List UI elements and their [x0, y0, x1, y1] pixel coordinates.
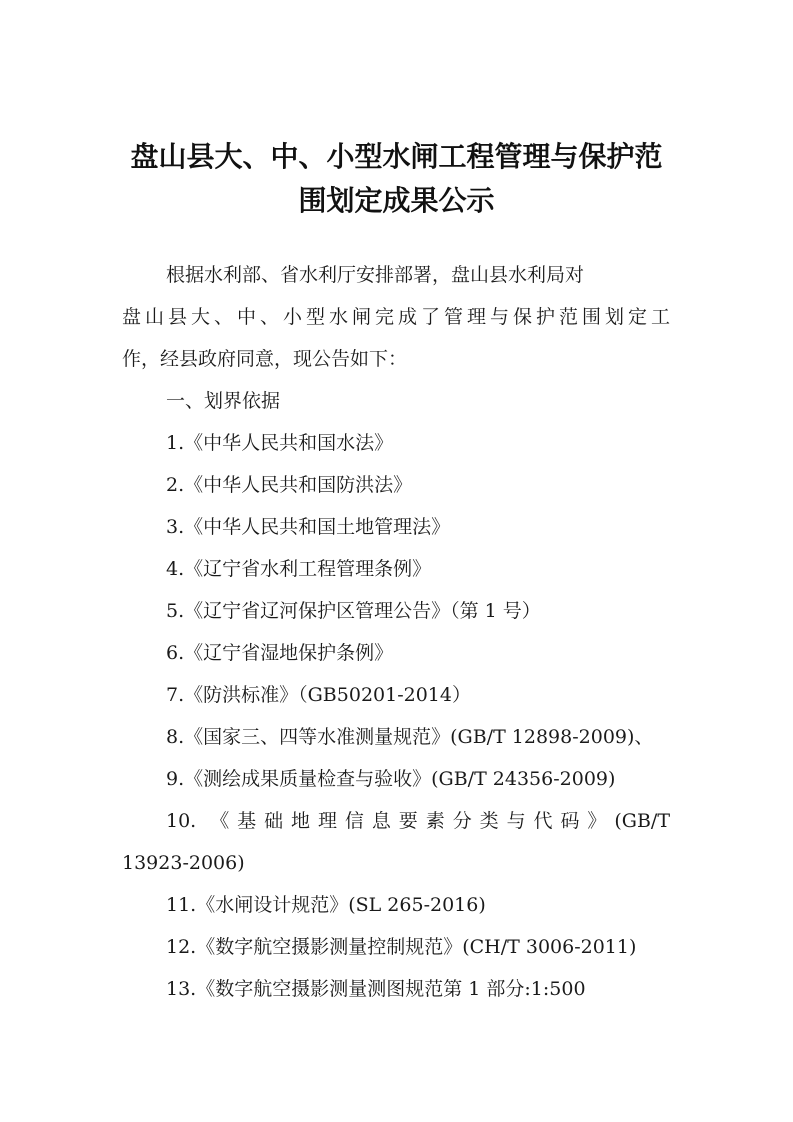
- list-item: 13.《数字航空摄影测量测图规范第 1 部分:1:500: [166, 978, 586, 1000]
- list-item-continuation: 13923-2006): [122, 852, 245, 874]
- list-item: 9.《测绘成果质量检查与验收》(GB/T 24356-2009): [166, 768, 616, 790]
- list-item: 12.《数字航空摄影测量控制规范》(CH/T 3006-2011): [166, 936, 637, 958]
- paragraph-line-2: 盘山县大、中、小型水闸完成了管理与保护范围划定工: [122, 306, 670, 328]
- paragraph-line-3: 作，经县政府同意，现公告如下：: [122, 348, 408, 370]
- list-item: 6.《辽宁省湿地保护条例》: [166, 642, 394, 664]
- list-item: 2.《中华人民共和国防洪法》: [166, 474, 413, 496]
- list-item: 3.《中华人民共和国土地管理法》: [166, 516, 451, 538]
- list-item: 7.《防洪标准》（GB50201-2014）: [166, 684, 471, 706]
- list-item: 11.《水闸设计规范》(SL 265-2016): [166, 894, 486, 916]
- list-item: 10. 《基础地理信息要素分类与代码》(GB/T: [166, 810, 670, 832]
- list-item: 8.《国家三、四等水准测量规范》(GB/T 12898-2009)、: [166, 726, 654, 748]
- paragraph-line-1: 根据水利部、省水利厅安排部署，盘山县水利局对: [166, 264, 585, 286]
- list-item: 4.《辽宁省水利工程管理条例》: [166, 558, 432, 580]
- document-title-line-1: 盘山县大、中、小型水闸工程管理与保护范: [130, 140, 663, 173]
- list-item: 5.《辽宁省辽河保护区管理公告》（第 1 号）: [166, 600, 541, 622]
- section-heading: 一、划界依据: [166, 390, 281, 412]
- document-title-line-2: 围划定成果公示: [298, 184, 495, 217]
- list-item: 1.《中华人民共和国水法》: [166, 432, 394, 454]
